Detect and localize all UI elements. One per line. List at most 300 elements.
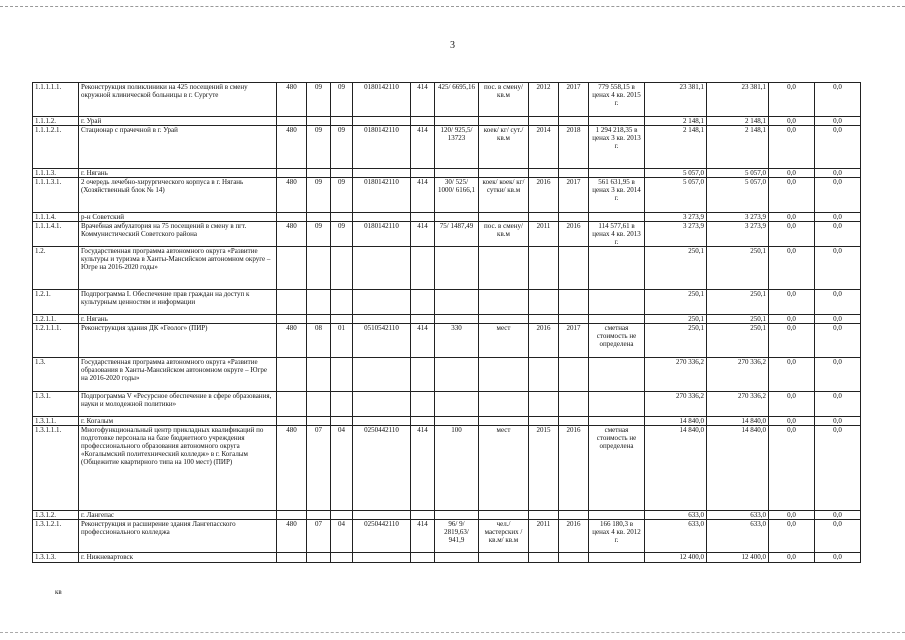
cell-target-article — [353, 247, 411, 290]
cell-end-year — [559, 315, 589, 324]
cell-ministry: 480 — [277, 324, 307, 358]
cell-code: 1.3.1.3. — [33, 553, 79, 563]
cell-ministry — [277, 417, 307, 426]
cell-budget: 250,1 — [707, 247, 769, 290]
cell-subsection: 09 — [331, 126, 353, 169]
cell-section — [307, 392, 331, 417]
cell-name: г. Нягань — [79, 169, 277, 178]
cell-unit — [479, 290, 529, 315]
cell-capacity — [435, 247, 479, 290]
cell-name: Стационар с прачечной в г. Урай — [79, 126, 277, 169]
cell-ministry: 480 — [277, 426, 307, 511]
cell-section: 08 — [307, 324, 331, 358]
cell-other: 0,0 — [815, 247, 861, 290]
cell-federal: 0,0 — [769, 169, 815, 178]
cell-capacity — [435, 213, 479, 222]
cell-total: 633,0 — [645, 520, 707, 553]
cell-subsection: 04 — [331, 426, 353, 511]
cell-subsection — [331, 392, 353, 417]
cell-section — [307, 290, 331, 315]
cell-unit: пос. в смену/ кв.м — [479, 83, 529, 117]
cell-name: 2 очередь лечебно-хирургического корпуса в г. Нягань (Хозяйственный блок № 14) — [79, 178, 277, 213]
cell-budget: 270 336,2 — [707, 392, 769, 417]
cell-ministry — [277, 315, 307, 324]
cell-start-year — [529, 117, 559, 126]
cell-ministry — [277, 117, 307, 126]
cell-federal: 0,0 — [769, 222, 815, 247]
cell-total: 23 381,1 — [645, 83, 707, 117]
cell-start-year: 2015 — [529, 426, 559, 511]
table-row — [33, 417, 861, 426]
cell-estimate — [589, 213, 645, 222]
cell-target-article: 0250442110 — [353, 520, 411, 553]
cell-federal: 0,0 — [769, 126, 815, 169]
cell-ministry — [277, 358, 307, 392]
cell-expense-type: 414 — [411, 426, 435, 511]
cell-budget: 3 273,9 — [707, 222, 769, 247]
cell-start-year — [529, 290, 559, 315]
cell-expense-type: 414 — [411, 520, 435, 553]
cell-other: 0,0 — [815, 358, 861, 392]
table-row — [33, 83, 861, 117]
cell-total: 5 057,0 — [645, 178, 707, 213]
cell-code: 1.3. — [33, 358, 79, 392]
cell-end-year: 2017 — [559, 324, 589, 358]
cell-capacity — [435, 117, 479, 126]
cell-unit: мест — [479, 324, 529, 358]
cell-other: 0,0 — [815, 520, 861, 553]
cell-name: Реконструкция здания ДК «Геолог» (ПИР) — [79, 324, 277, 358]
cell-budget: 250,1 — [707, 324, 769, 358]
cell-capacity — [435, 392, 479, 417]
table-row — [33, 426, 861, 511]
cell-name: г. Нижневартовск — [79, 553, 277, 563]
cell-unit: коек/ коек/ кг/ сутки/ кв.м — [479, 178, 529, 213]
cell-end-year — [559, 247, 589, 290]
cell-subsection: 09 — [331, 83, 353, 117]
cell-other: 0,0 — [815, 213, 861, 222]
cell-expense-type — [411, 117, 435, 126]
cell-start-year — [529, 392, 559, 417]
cell-name: Реконструкция и расширение здания Лангепасского профессионального колледжа — [79, 520, 277, 553]
cell-other: 0,0 — [815, 169, 861, 178]
cell-ministry — [277, 213, 307, 222]
cell-estimate: сметная стоимость не определена — [589, 324, 645, 358]
cell-code: 1.2.1. — [33, 290, 79, 315]
cell-ministry — [277, 247, 307, 290]
cell-federal: 0,0 — [769, 392, 815, 417]
cell-end-year — [559, 511, 589, 520]
cell-ministry: 480 — [277, 222, 307, 247]
cell-other: 0,0 — [815, 511, 861, 520]
cell-federal: 0,0 — [769, 324, 815, 358]
cell-budget: 12 400,0 — [707, 553, 769, 563]
cell-unit: пос. в смену/ кв.м — [479, 222, 529, 247]
cell-subsection — [331, 511, 353, 520]
cell-capacity: 30/ 525/ 1000/ 6166,1 — [435, 178, 479, 213]
cell-code: 1.1.1.3.1. — [33, 178, 79, 213]
cell-expense-type: 414 — [411, 324, 435, 358]
cell-start-year — [529, 358, 559, 392]
footer-mark: кв — [55, 588, 62, 596]
cell-code: 1.2. — [33, 247, 79, 290]
cell-estimate: сметная стоимость не определена — [589, 426, 645, 511]
cell-other: 0,0 — [815, 324, 861, 358]
cell-other: 0,0 — [815, 290, 861, 315]
cell-estimate — [589, 169, 645, 178]
cell-target-article: 0180142110 — [353, 83, 411, 117]
cell-capacity: 425/ 6695,16 — [435, 83, 479, 117]
cell-name: г. Нягань — [79, 315, 277, 324]
cell-target-article: 0180142110 — [353, 178, 411, 213]
cell-section: 09 — [307, 178, 331, 213]
cell-estimate: 166 180,3 в ценах 4 кв. 2012 г. — [589, 520, 645, 553]
cell-total: 5 057,0 — [645, 169, 707, 178]
cell-end-year: 2016 — [559, 520, 589, 553]
cell-other: 0,0 — [815, 126, 861, 169]
cell-end-year — [559, 117, 589, 126]
cell-total: 14 840,0 — [645, 417, 707, 426]
cell-ministry — [277, 290, 307, 315]
cell-federal: 0,0 — [769, 290, 815, 315]
cell-name: р-н Советский — [79, 213, 277, 222]
cell-total: 250,1 — [645, 290, 707, 315]
cell-target-article: 0250442110 — [353, 426, 411, 511]
cell-code: 1.3.1.1.1. — [33, 426, 79, 511]
cell-total: 270 336,2 — [645, 392, 707, 417]
cell-total: 2 148,1 — [645, 126, 707, 169]
cell-subsection: 04 — [331, 520, 353, 553]
cell-unit — [479, 392, 529, 417]
cell-target-article: 0510542110 — [353, 324, 411, 358]
cell-section: 07 — [307, 426, 331, 511]
cell-expense-type — [411, 315, 435, 324]
cell-unit: чел./ мастерских / кв.м/ кв.м — [479, 520, 529, 553]
cell-section: 09 — [307, 83, 331, 117]
cell-total: 2 148,1 — [645, 117, 707, 126]
cell-target-article — [353, 358, 411, 392]
cell-name: г. Урай — [79, 117, 277, 126]
cell-total: 250,1 — [645, 315, 707, 324]
cell-end-year — [559, 290, 589, 315]
table-row — [33, 520, 861, 553]
cell-other: 0,0 — [815, 117, 861, 126]
cell-start-year: 2016 — [529, 324, 559, 358]
cell-ministry: 480 — [277, 126, 307, 169]
cell-unit — [479, 358, 529, 392]
scan-artifact-top — [0, 6, 905, 7]
cell-start-year: 2011 — [529, 222, 559, 247]
cell-end-year — [559, 392, 589, 417]
cell-other: 0,0 — [815, 222, 861, 247]
cell-other: 0,0 — [815, 83, 861, 117]
cell-capacity — [435, 169, 479, 178]
cell-ministry: 480 — [277, 520, 307, 553]
cell-end-year: 2016 — [559, 222, 589, 247]
cell-end-year — [559, 417, 589, 426]
cell-name: г. Когалым — [79, 417, 277, 426]
cell-expense-type — [411, 392, 435, 417]
cell-expense-type — [411, 358, 435, 392]
cell-budget: 14 840,0 — [707, 417, 769, 426]
cell-end-year — [559, 358, 589, 392]
table-row — [33, 126, 861, 169]
cell-code: 1.1.1.3. — [33, 169, 79, 178]
cell-subsection: 09 — [331, 178, 353, 213]
cell-budget: 250,1 — [707, 315, 769, 324]
cell-ministry — [277, 392, 307, 417]
cell-start-year: 2012 — [529, 83, 559, 117]
cell-name: Реконструкция поликлиники на 425 посещений в смену окружной клинической больницы в г. Сургуте — [79, 83, 277, 117]
cell-budget: 250,1 — [707, 290, 769, 315]
cell-capacity: 75/ 1487,49 — [435, 222, 479, 247]
cell-budget: 270 336,2 — [707, 358, 769, 392]
cell-start-year — [529, 511, 559, 520]
cell-subsection — [331, 417, 353, 426]
cell-target-article — [353, 315, 411, 324]
cell-budget: 23 381,1 — [707, 83, 769, 117]
cell-total: 3 273,9 — [645, 213, 707, 222]
cell-subsection — [331, 290, 353, 315]
cell-budget: 633,0 — [707, 511, 769, 520]
cell-target-article — [353, 553, 411, 563]
cell-ministry — [277, 553, 307, 563]
cell-unit: мест — [479, 426, 529, 511]
cell-start-year: 2014 — [529, 126, 559, 169]
cell-capacity — [435, 553, 479, 563]
cell-start-year — [529, 315, 559, 324]
cell-section: 09 — [307, 222, 331, 247]
cell-subsection — [331, 247, 353, 290]
cell-expense-type — [411, 553, 435, 563]
table-row — [33, 222, 861, 247]
table-row — [33, 290, 861, 315]
cell-expense-type — [411, 169, 435, 178]
cell-start-year — [529, 553, 559, 563]
cell-estimate — [589, 553, 645, 563]
cell-estimate: 779 558,15 в ценах 4 кв. 2015 г. — [589, 83, 645, 117]
cell-expense-type — [411, 511, 435, 520]
cell-start-year — [529, 417, 559, 426]
cell-section: 09 — [307, 126, 331, 169]
cell-code: 1.3.1.2.1. — [33, 520, 79, 553]
cell-capacity — [435, 315, 479, 324]
cell-federal: 0,0 — [769, 315, 815, 324]
cell-target-article — [353, 213, 411, 222]
cell-target-article: 0180142110 — [353, 126, 411, 169]
cell-other: 0,0 — [815, 426, 861, 511]
cell-total: 14 840,0 — [645, 426, 707, 511]
cell-target-article — [353, 392, 411, 417]
cell-subsection: 01 — [331, 324, 353, 358]
cell-name: Врачебная амбулатория на 75 посещений в смену в пгт. Коммунистический Советского района — [79, 222, 277, 247]
table-row — [33, 315, 861, 324]
cell-end-year: 2018 — [559, 126, 589, 169]
cell-estimate — [589, 417, 645, 426]
cell-start-year: 2016 — [529, 178, 559, 213]
table-row — [33, 178, 861, 213]
cell-capacity: 330 — [435, 324, 479, 358]
cell-estimate — [589, 392, 645, 417]
cell-code: 1.2.1.1.1. — [33, 324, 79, 358]
cell-section — [307, 358, 331, 392]
cell-code: 1.1.1.4. — [33, 213, 79, 222]
cell-name: г. Лангепас — [79, 511, 277, 520]
cell-budget: 5 057,0 — [707, 169, 769, 178]
cell-capacity — [435, 290, 479, 315]
cell-estimate — [589, 315, 645, 324]
cell-capacity — [435, 511, 479, 520]
cell-other: 0,0 — [815, 315, 861, 324]
cell-code: 1.1.1.2. — [33, 117, 79, 126]
cell-federal: 0,0 — [769, 426, 815, 511]
cell-estimate — [589, 117, 645, 126]
cell-section — [307, 169, 331, 178]
cell-ministry: 480 — [277, 178, 307, 213]
cell-expense-type — [411, 417, 435, 426]
cell-subsection — [331, 213, 353, 222]
cell-unit: коек/ кг/ сут./ кв.м — [479, 126, 529, 169]
cell-unit — [479, 553, 529, 563]
cell-capacity: 120/ 925,5/ 13723 — [435, 126, 479, 169]
cell-federal: 0,0 — [769, 247, 815, 290]
cell-capacity — [435, 358, 479, 392]
table-row — [33, 553, 861, 563]
cell-section — [307, 315, 331, 324]
cell-estimate — [589, 511, 645, 520]
cell-end-year — [559, 553, 589, 563]
cell-federal: 0,0 — [769, 511, 815, 520]
cell-federal: 0,0 — [769, 117, 815, 126]
table-row — [33, 511, 861, 520]
cell-estimate — [589, 247, 645, 290]
cell-name: Государственная программа автономного округа «Развитие культуры и туризма в Ханты-Мансийском автономном округе – Югре на 2016-2020 годы» — [79, 247, 277, 290]
cell-capacity: 100 — [435, 426, 479, 511]
cell-code: 1.1.1.1.1. — [33, 83, 79, 117]
cell-code: 1.1.1.4.1. — [33, 222, 79, 247]
table-row — [33, 169, 861, 178]
cell-total: 250,1 — [645, 324, 707, 358]
cell-budget: 5 057,0 — [707, 178, 769, 213]
cell-target-article — [353, 417, 411, 426]
cell-target-article — [353, 117, 411, 126]
cell-expense-type: 414 — [411, 178, 435, 213]
cell-other: 0,0 — [815, 178, 861, 213]
cell-capacity: 96/ 9/ 2819,63/ 941,9 — [435, 520, 479, 553]
cell-unit — [479, 511, 529, 520]
cell-ministry — [277, 511, 307, 520]
cell-expense-type: 414 — [411, 222, 435, 247]
cell-federal: 0,0 — [769, 417, 815, 426]
cell-total: 250,1 — [645, 247, 707, 290]
cell-other: 0,0 — [815, 553, 861, 563]
cell-federal: 0,0 — [769, 83, 815, 117]
table-row — [33, 358, 861, 392]
cell-end-year: 2017 — [559, 178, 589, 213]
cell-subsection — [331, 117, 353, 126]
cell-name: Государственная программа автономного округа «Развитие образования в Ханты-Мансийском автономном округе – Югре на 2016-2020 годы» — [79, 358, 277, 392]
scan-artifact-bottom — [0, 632, 905, 633]
cell-expense-type — [411, 290, 435, 315]
cell-subsection — [331, 315, 353, 324]
cell-end-year — [559, 169, 589, 178]
cell-estimate: 114 577,61 в ценах 4 кв. 2013 г. — [589, 222, 645, 247]
cell-budget: 2 148,1 — [707, 126, 769, 169]
cell-section — [307, 553, 331, 563]
cell-name: Подпрограмма I. Обеспечение прав граждан на доступ к культурным ценностям и информации — [79, 290, 277, 315]
cell-name: Многофункциональный центр прикладных квалификаций по подготовке персонала на базе бюджетного учреждения профессионального образования автономного округа «Когалымский политехнический колледж» в г. Когалым (Общежитие квартирного типа на 100 мест) (ПИР) — [79, 426, 277, 511]
cell-end-year: 2017 — [559, 83, 589, 117]
cell-start-year — [529, 213, 559, 222]
budget-table — [32, 82, 861, 563]
cell-estimate — [589, 290, 645, 315]
cell-code: 1.3.1. — [33, 392, 79, 417]
cell-target-article — [353, 290, 411, 315]
cell-total: 3 273,9 — [645, 222, 707, 247]
cell-estimate: 1 294 218,35 в ценах 3 кв. 2013 г. — [589, 126, 645, 169]
cell-federal: 0,0 — [769, 520, 815, 553]
cell-target-article — [353, 169, 411, 178]
cell-end-year — [559, 213, 589, 222]
cell-target-article: 0180142110 — [353, 222, 411, 247]
cell-total: 270 336,2 — [645, 358, 707, 392]
cell-budget: 3 273,9 — [707, 213, 769, 222]
table-row — [33, 324, 861, 358]
cell-expense-type: 414 — [411, 83, 435, 117]
cell-budget: 2 148,1 — [707, 117, 769, 126]
cell-expense-type — [411, 247, 435, 290]
cell-capacity — [435, 417, 479, 426]
cell-federal: 0,0 — [769, 213, 815, 222]
page-number: 3 — [450, 40, 455, 51]
cell-end-year: 2016 — [559, 426, 589, 511]
cell-start-year: 2011 — [529, 520, 559, 553]
cell-expense-type: 414 — [411, 126, 435, 169]
cell-section — [307, 247, 331, 290]
cell-code: 1.1.1.2.1. — [33, 126, 79, 169]
cell-subsection: 09 — [331, 222, 353, 247]
cell-section — [307, 213, 331, 222]
cell-estimate: 561 631,95 в ценах 3 кв. 2014 г. — [589, 178, 645, 213]
cell-ministry — [277, 169, 307, 178]
cell-start-year — [529, 247, 559, 290]
cell-subsection — [331, 553, 353, 563]
cell-total: 633,0 — [645, 511, 707, 520]
cell-subsection — [331, 358, 353, 392]
cell-section — [307, 417, 331, 426]
cell-unit — [479, 213, 529, 222]
cell-federal: 0,0 — [769, 358, 815, 392]
cell-section: 07 — [307, 520, 331, 553]
cell-expense-type — [411, 213, 435, 222]
cell-federal: 0,0 — [769, 553, 815, 563]
cell-budget: 14 840,0 — [707, 426, 769, 511]
cell-budget: 633,0 — [707, 520, 769, 553]
cell-federal: 0,0 — [769, 178, 815, 213]
cell-other: 0,0 — [815, 392, 861, 417]
cell-name: Подпрограмма V «Ресурсное обеспечение в сфере образования, науки и молодежной политики» — [79, 392, 277, 417]
table-row — [33, 247, 861, 290]
table-row — [33, 392, 861, 417]
cell-target-article — [353, 511, 411, 520]
cell-unit — [479, 247, 529, 290]
cell-unit — [479, 169, 529, 178]
cell-other: 0,0 — [815, 417, 861, 426]
cell-unit — [479, 315, 529, 324]
cell-unit — [479, 417, 529, 426]
cell-start-year — [529, 169, 559, 178]
cell-section — [307, 117, 331, 126]
